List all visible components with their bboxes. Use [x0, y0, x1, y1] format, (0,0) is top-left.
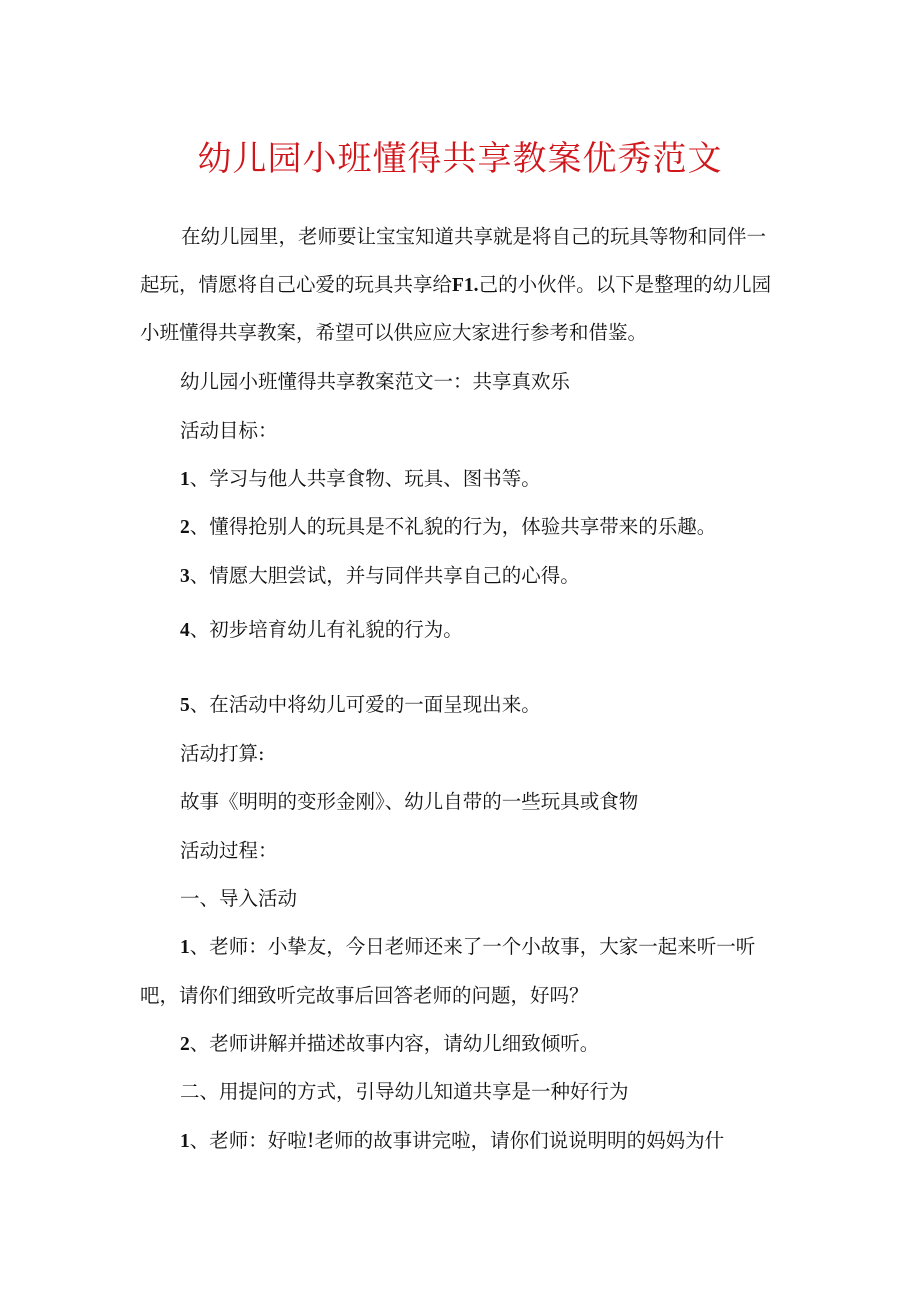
- prep-text: 故事《明明的变形金刚》、幼儿自带的一些玩具或食物: [180, 790, 639, 813]
- goal-text: 、情愿大胆尝试，并与同伴共享自己的心得。: [189, 564, 580, 587]
- intro-line-2-part-c: 己的小伙伴。以下是整理的幼儿园: [478, 273, 772, 296]
- goal-text: 、在活动中将幼儿可爱的一面呈现出来。: [189, 693, 541, 716]
- step-text: 、老师讲解并描述故事内容，请幼儿细致倾听。: [189, 1032, 600, 1055]
- goal-item: [180, 465, 541, 494]
- goals-heading: 活动目标：: [180, 419, 278, 442]
- step1-heading: 一、导入活动: [180, 887, 298, 910]
- intro-line-2-part-b: F1.: [452, 275, 479, 296]
- goal-item: [180, 616, 463, 645]
- goal-item: [180, 513, 716, 542]
- process-heading: 活动过程：: [180, 839, 278, 862]
- intro-line-2: [140, 271, 771, 300]
- step-number: 1: [180, 937, 190, 958]
- goal-text: 、学习与他人共享食物、玩具、图书等。: [189, 467, 541, 490]
- goal-number: 1: [180, 469, 190, 490]
- goal-text: 、懂得抢别人的玩具是不礼貌的行为，体验共享带来的乐趣。: [189, 515, 717, 538]
- step1-item-2: [180, 1030, 599, 1059]
- step-number: 1: [180, 1131, 190, 1152]
- step2-item-1: [180, 1127, 724, 1156]
- intro-line-3: 小班懂得共享教案，希望可以供应应大家进行参考和借鉴。: [140, 321, 648, 344]
- goal-number: 2: [180, 517, 190, 538]
- prep-heading: 活动打算:: [180, 742, 265, 765]
- step1-item-1-line-2: 吧，请你们细致听完故事后回答老师的问题，好吗？: [140, 984, 589, 1007]
- intro-line-2-part-a: 起玩，情愿将自己心爱的玩具共享给: [140, 273, 453, 296]
- step2-heading: 二、用提问的方式，引导幼儿知道共享是一种好行为: [180, 1080, 629, 1103]
- goal-number: 4: [180, 620, 190, 641]
- section-title: 幼儿园小班懂得共享教案范文一：共享真欢乐: [180, 370, 571, 393]
- step1-item-1-line-1: [180, 933, 755, 962]
- step-text: 、老师：小挚友，今日老师还来了一个小故事，大家一起来听一听: [189, 935, 756, 958]
- intro-line-1: 在幼儿园里，老师要让宝宝知道共享就是将自己的玩具等物和同伴一: [181, 225, 767, 248]
- goal-text: 、初步培育幼儿有礼貌的行为。: [189, 618, 463, 641]
- goal-item: [180, 562, 580, 591]
- step-number: 2: [180, 1034, 190, 1055]
- goal-number: 5: [180, 695, 190, 716]
- step-text: 、老师：好啦!老师的故事讲完啦，请你们说说明明的妈妈为什: [189, 1129, 725, 1152]
- document-title: 幼儿园小班懂得共享教案优秀范文: [197, 139, 723, 179]
- goal-number: 3: [180, 566, 190, 587]
- goal-item: [180, 691, 541, 720]
